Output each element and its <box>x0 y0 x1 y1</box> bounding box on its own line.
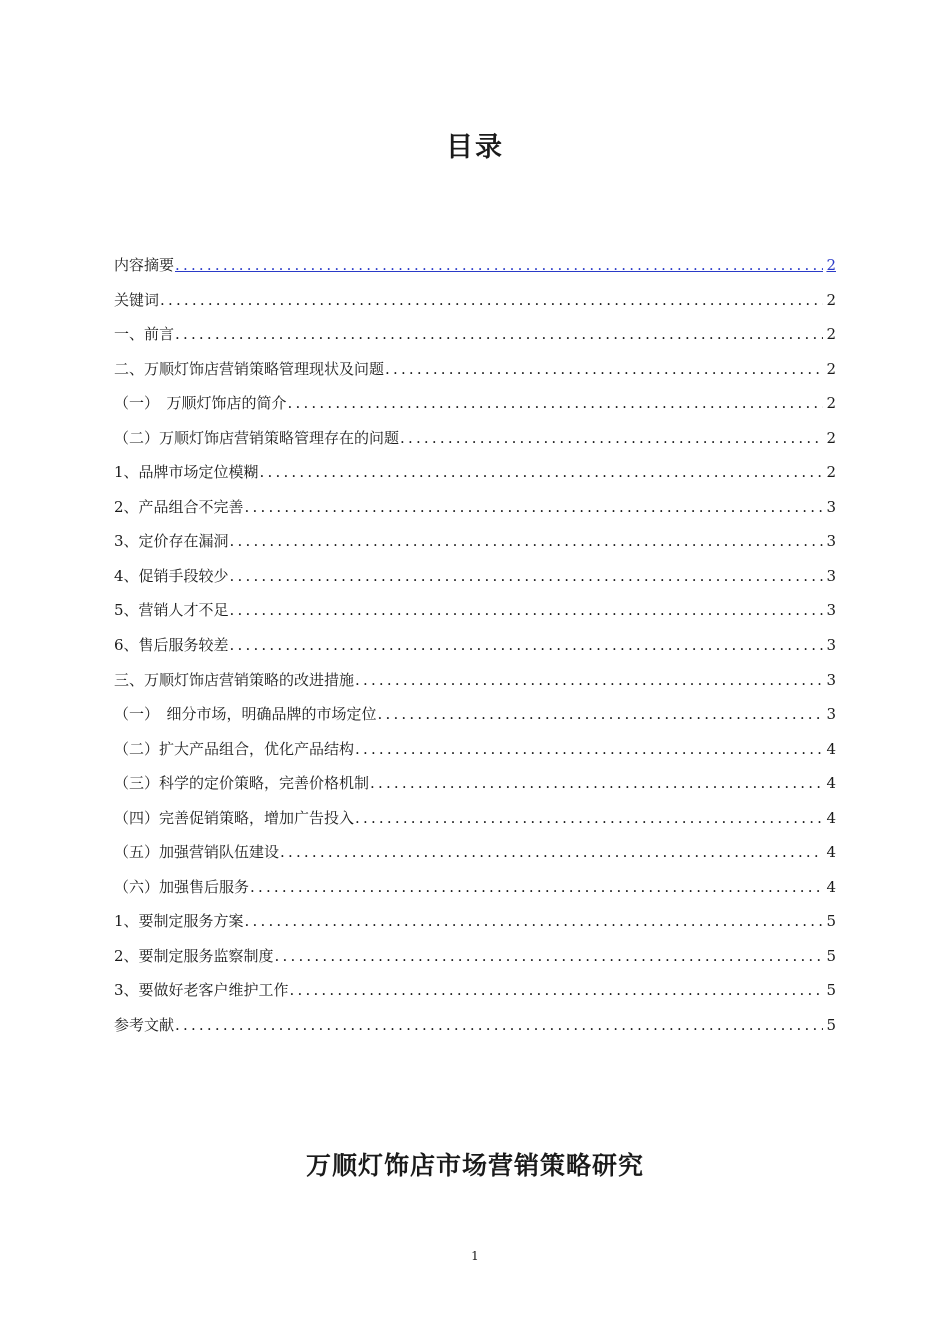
toc-entry-label: 一、前言 <box>114 325 175 344</box>
toc-dot-leader <box>280 837 823 867</box>
toc-entry-page: 4 <box>826 739 836 758</box>
toc-entry[interactable] <box>114 665 836 700</box>
toc-entry-page: 3 <box>826 705 836 724</box>
toc-entry[interactable] <box>114 837 836 872</box>
toc-entry[interactable] <box>114 250 836 285</box>
toc-entry-label: 5、营销人才不足 <box>114 601 229 620</box>
toc-entry[interactable] <box>114 457 836 492</box>
toc-entry-page: 5 <box>826 981 836 1000</box>
toc-dot-leader <box>275 941 824 971</box>
toc-entry-page: 4 <box>826 808 836 827</box>
toc-entry[interactable] <box>114 941 836 976</box>
toc-dot-leader <box>385 354 823 384</box>
toc-entry-page: 3 <box>826 636 836 655</box>
toc-entry-page: 2 <box>826 256 836 274</box>
toc-entry-label: （四）完善促销策略，增加广告投入 <box>114 808 355 827</box>
toc-entry-label: 内容摘要 <box>114 256 175 274</box>
toc-entry-label: 二、万顺灯饰店营销策略管理现状及问题 <box>114 359 385 378</box>
toc-entry[interactable] <box>114 354 836 389</box>
toc-entry[interactable] <box>114 388 836 423</box>
toc-entry[interactable] <box>114 526 836 561</box>
toc-dot-leader <box>230 561 824 591</box>
toc-entry-label: 6、售后服务较差 <box>114 636 229 655</box>
toc-entry[interactable] <box>114 699 836 734</box>
toc-entry-label: 参考文献 <box>114 1016 175 1035</box>
toc-dot-leader <box>290 975 824 1005</box>
toc-entry-label: 3、定价存在漏洞 <box>114 532 229 551</box>
toc-entry-page: 3 <box>826 497 836 516</box>
toc-dot-leader <box>230 595 824 625</box>
toc-dot-leader <box>400 423 823 453</box>
toc-entry[interactable] <box>114 630 836 665</box>
toc-entry-page: 4 <box>826 843 836 862</box>
toc-entry[interactable] <box>114 285 836 320</box>
toc-entry-page: 5 <box>826 1016 836 1035</box>
toc-entry-label: （二）万顺灯饰店营销策略管理存在的问题 <box>114 428 400 447</box>
toc-entry-label: 三、万顺灯饰店营销策略的改进措施 <box>114 670 355 689</box>
toc-dot-leader <box>175 250 823 280</box>
toc-entry-page: 5 <box>826 946 836 965</box>
toc-entry-page: 2 <box>826 394 836 413</box>
toc-entry-page: 5 <box>826 912 836 931</box>
toc-dot-leader <box>245 906 824 936</box>
toc-entry-page: 2 <box>826 290 836 309</box>
toc-dot-leader <box>370 768 823 798</box>
toc-entry-label: 3、要做好老客户维护工作 <box>114 981 289 1000</box>
toc-entry-page: 2 <box>826 428 836 447</box>
toc-entry[interactable] <box>114 803 836 838</box>
toc-dot-leader <box>175 1010 823 1040</box>
toc-dot-leader <box>355 734 823 764</box>
toc-dot-leader <box>230 630 824 660</box>
toc-entry[interactable] <box>114 595 836 630</box>
toc-entry[interactable] <box>114 906 836 941</box>
toc-dot-leader <box>288 388 824 418</box>
toc-entry-label: 关键词 <box>114 290 160 309</box>
toc-dot-leader <box>230 526 824 556</box>
toc-entry-label: 1、要制定服务方案 <box>114 912 244 931</box>
toc-entry[interactable] <box>114 975 836 1010</box>
toc-entry-page: 3 <box>826 532 836 551</box>
toc-dot-leader <box>355 665 823 695</box>
toc-entry-label: （五）加强营销队伍建设 <box>114 843 280 862</box>
toc-dot-leader <box>378 699 824 729</box>
table-of-contents <box>114 250 836 1045</box>
toc-entry[interactable] <box>114 768 836 803</box>
toc-entry-page: 2 <box>826 463 836 482</box>
toc-entry-label: 2、要制定服务监察制度 <box>114 946 274 965</box>
toc-entry-label: （一） 万顺灯饰店的简介 <box>114 394 287 413</box>
toc-entry-page: 4 <box>826 774 836 793</box>
toc-entry-page: 3 <box>826 670 836 689</box>
toc-entry[interactable] <box>114 734 836 769</box>
toc-entry[interactable] <box>114 319 836 354</box>
toc-entry[interactable] <box>114 423 836 458</box>
toc-entry[interactable] <box>114 1010 836 1045</box>
toc-entry-page: 3 <box>826 601 836 620</box>
toc-entry[interactable] <box>114 492 836 527</box>
toc-dot-leader <box>160 285 823 315</box>
toc-entry-page: 4 <box>826 877 836 896</box>
toc-entry-page: 3 <box>826 566 836 585</box>
toc-entry-label: （一） 细分市场，明确品牌的市场定位 <box>114 705 377 724</box>
toc-entry-label: 4、促销手段较少 <box>114 566 229 585</box>
toc-dot-leader <box>355 803 823 833</box>
toc-heading: 目录 <box>446 132 504 163</box>
toc-entry-label: （六）加强售后服务 <box>114 877 250 896</box>
toc-entry-page: 2 <box>826 359 836 378</box>
toc-entry-label: 2、产品组合不完善 <box>114 497 244 516</box>
toc-entry-label: （三）科学的定价策略，完善价格机制 <box>114 774 370 793</box>
toc-dot-leader <box>175 319 823 349</box>
page-number: 1 <box>471 1249 479 1263</box>
document-title: 万顺灯饰店市场营销策略研究 <box>305 1151 644 1180</box>
toc-entry[interactable] <box>114 872 836 907</box>
toc-entry-label: （二）扩大产品组合，优化产品结构 <box>114 739 355 758</box>
toc-entry-page: 2 <box>826 325 836 344</box>
toc-entry[interactable] <box>114 561 836 596</box>
toc-dot-leader <box>245 492 824 522</box>
toc-dot-leader <box>260 457 824 487</box>
toc-dot-leader <box>250 872 823 902</box>
toc-entry-label: 1、品牌市场定位模糊 <box>114 463 259 482</box>
